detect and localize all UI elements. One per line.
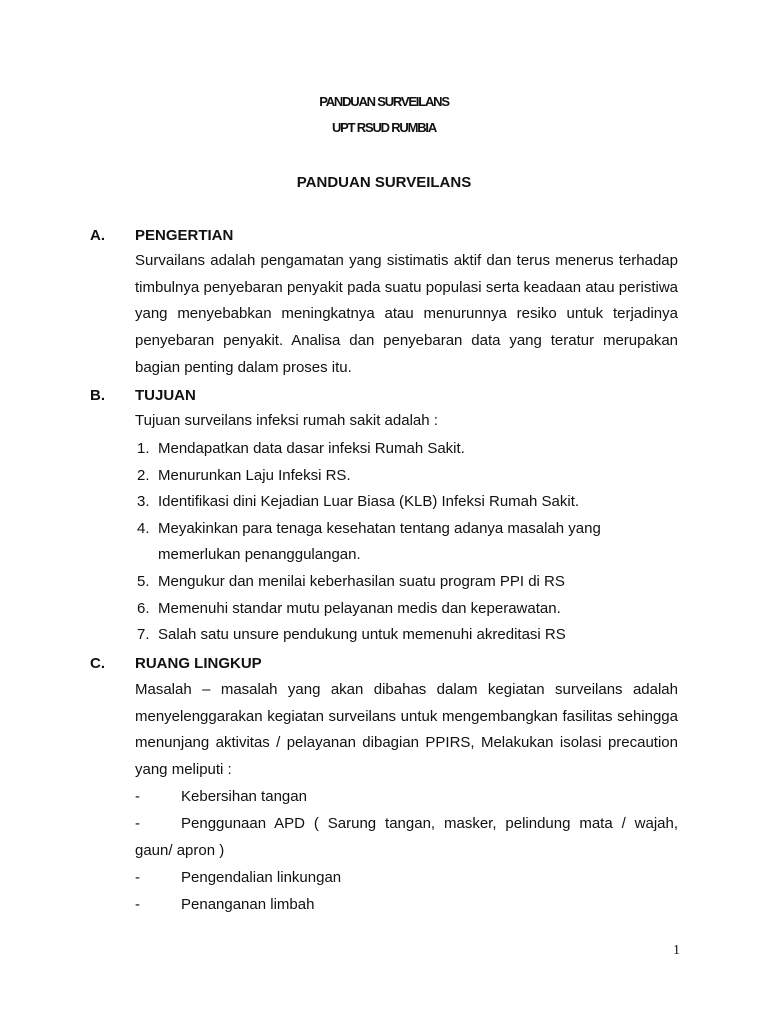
section-a-heading: PENGERTIAN	[135, 227, 234, 244]
section-b-heading: TUJUAN	[135, 387, 196, 404]
list-number: 6.	[137, 599, 150, 617]
section-a-paragraph: Survailans adalah pengamatan yang sistimatis aktif dan terus menerus terhadap timbulnya penyebaran penyakit pada suatu populasi serta keadaan atau peristiwa yang menyebabkan meningkatnya atau menurunnya resiko untuk terjadinya penyebaran penyakit. Analisa dan penyebaran data yang teratur merupakan bagian penting dalam proses itu.	[135, 252, 678, 376]
list-item-text: Memenuhi standar mutu pelayanan medis dan keperawatan.	[158, 599, 561, 617]
dash-list-item	[135, 892, 678, 919]
dash-list-item	[135, 811, 678, 838]
section-b-letter: B.	[90, 387, 105, 404]
page-title: PANDUAN SURVEILANS	[296, 174, 472, 191]
list-dash: -	[135, 815, 140, 832]
list-item-text: Identifikasi dini Kejadian Luar Biasa (KLB) Infeksi Rumah Sakit.	[158, 493, 580, 511]
list-item-text: Pengendalian linkungan	[181, 869, 342, 886]
section-c-paragraph: Masalah – masalah yang akan dibahas dalam kegiatan surveilans adalah menyelenggarakan kegiatan surveilans untuk mengembangkan fasilitas sehingga menunjang aktivitas / pelayanan dibagian PPIRS, Melakukan isolasi precaution yang meliputi :	[135, 681, 678, 779]
dash-list-item	[135, 865, 678, 892]
tujuan-list	[135, 436, 678, 649]
list-dash: -	[135, 788, 140, 805]
section-b-intro: Tujuan surveilans infeksi rumah sakit adalah :	[135, 412, 438, 429]
list-item-text: Salah satu unsure pendukung untuk memenuhi akreditasi RS	[158, 626, 566, 644]
list-item-text: Mengukur dan menilai keberhasilan suatu program PPI di RS	[158, 572, 565, 590]
list-number: 2.	[137, 466, 150, 484]
section-c-letter: C.	[90, 655, 105, 672]
document-header-line-2: UPT RSUD RUMBIA	[331, 120, 437, 135]
list-number: 3.	[137, 493, 150, 511]
list-item-continuation: gaun/ apron )	[135, 842, 225, 859]
dash-list-item	[135, 784, 678, 811]
list-dash: -	[135, 869, 140, 886]
list-item	[135, 463, 678, 490]
page-number: 1	[673, 943, 680, 958]
list-dash: -	[135, 896, 140, 913]
document-header-line-1: PANDUAN SURVEILANS	[319, 94, 449, 109]
list-item	[135, 596, 678, 623]
list-item	[135, 436, 678, 463]
list-number: 5.	[137, 572, 150, 590]
section-c-heading: RUANG LINGKUP	[135, 655, 262, 672]
list-item-text: Penggunaan APD ( Sarung tangan, masker, pelindung mata / wajah,	[181, 815, 678, 832]
list-item	[135, 516, 678, 569]
list-item-text: Mendapatkan data dasar infeksi Rumah Sakit.	[158, 440, 465, 457]
list-item	[135, 489, 678, 516]
list-item	[135, 622, 678, 649]
list-number: 1.	[137, 440, 150, 457]
list-number: 7.	[137, 626, 150, 644]
list-item-text: Menurunkan Laju Infeksi RS.	[158, 466, 351, 484]
list-item-text: Penanganan limbah	[181, 896, 315, 913]
list-item	[135, 569, 678, 596]
list-number: 4.	[137, 519, 150, 537]
list-item-text: Kebersihan tangan	[181, 788, 307, 805]
section-a-letter: A.	[90, 227, 105, 244]
list-item-text: Meyakinkan para tenaga kesehatan tentang adanya masalah yang memerlukan penanggulangan.	[158, 519, 601, 564]
